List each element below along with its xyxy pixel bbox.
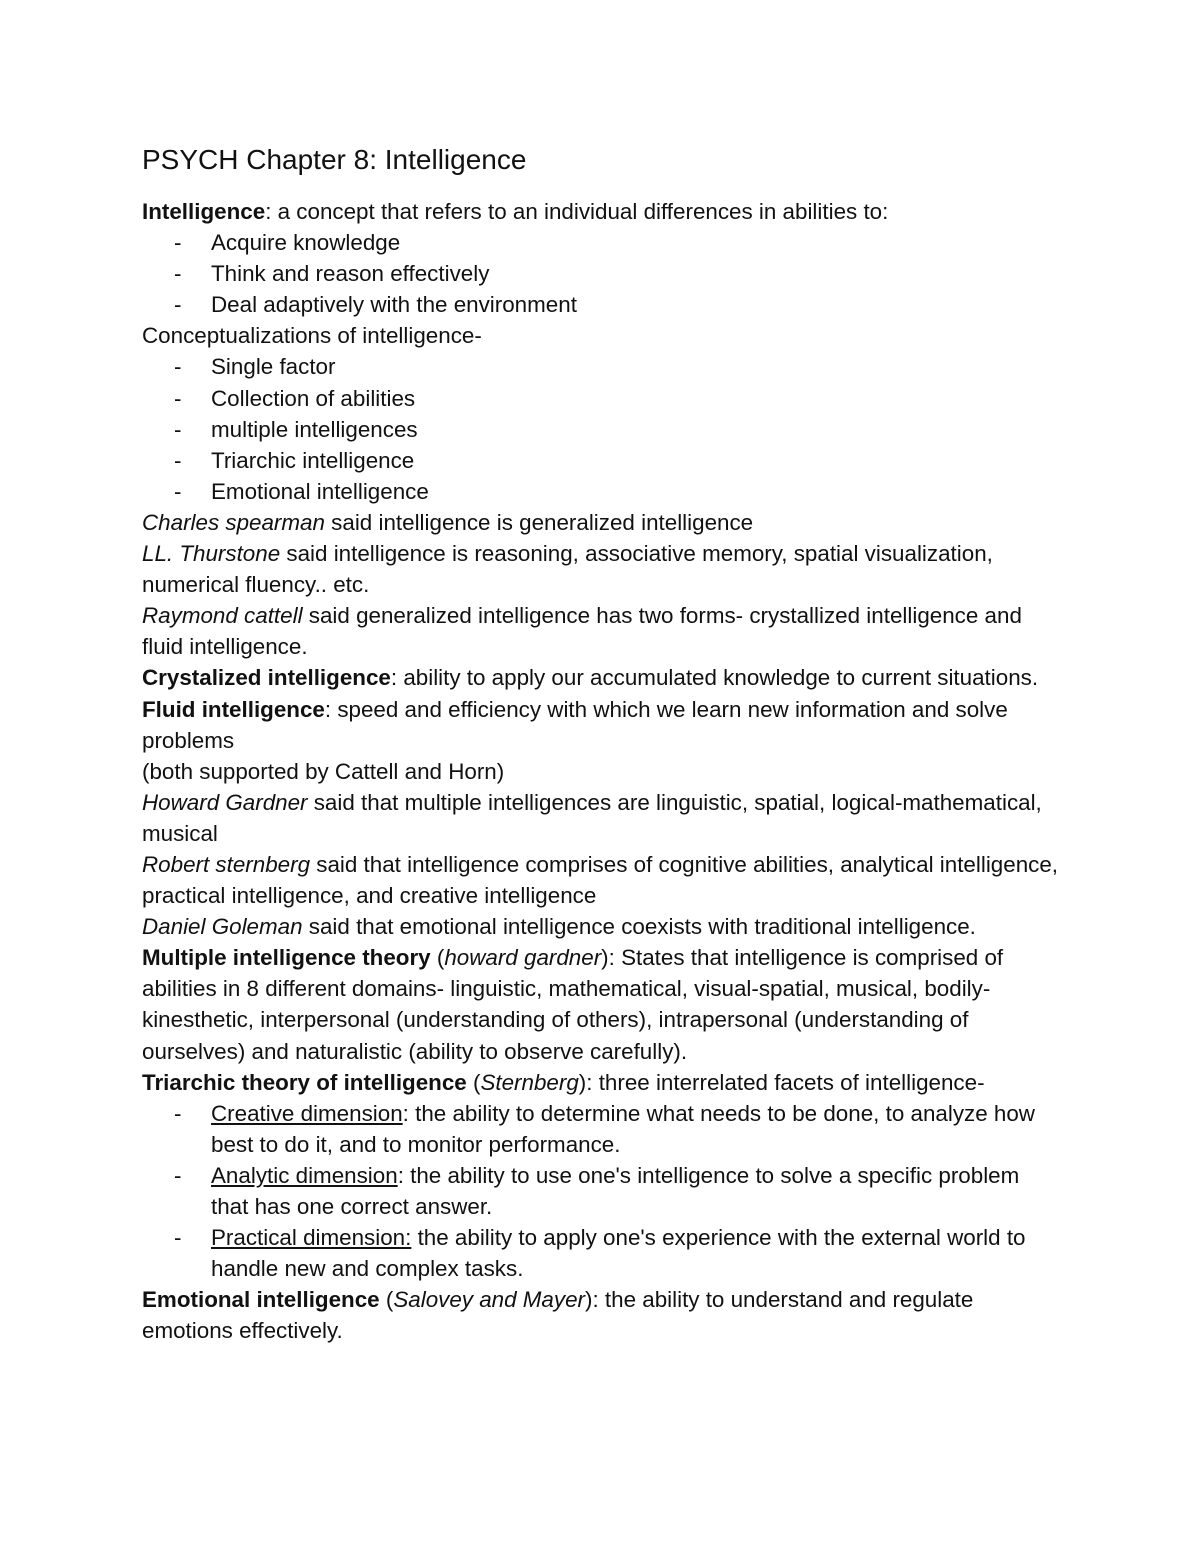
conceptualizations-list (142, 351, 1062, 506)
document-body (142, 140, 1062, 1346)
list-item: - Deal adaptively with the environment (142, 289, 1062, 320)
crystalized-definition: Crystalized intelligence: ability to apply our accumulated knowledge to current situations. (142, 665, 1039, 691)
term-intelligence: Intelligence (142, 199, 266, 224)
list-dash: - (174, 447, 182, 473)
sternberg-note: Robert sternberg said that intelligence comprises of cognitive abilities, analytical intelligence, practical intelligence, and creative intelligence (142, 851, 1059, 909)
list-item: - Emotional intelligence (142, 476, 1062, 507)
list-dash: - (174, 1162, 182, 1188)
list-dash: - (174, 230, 182, 256)
list-item: - Collection of abilities (142, 383, 1062, 414)
list-item: - Practical dimension: the ability to apply one's experience with the external world to handle new and complex tasks. (142, 1222, 1062, 1284)
list-dash: - (174, 385, 182, 411)
cattell-note: Raymond cattell said generalized intelligence has two forms- crystallized intelligence and fluid intelligence. (142, 603, 1022, 660)
supported-note: (both supported by Cattell and Horn) (142, 758, 505, 784)
multiple-intelligence-definition: Multiple intelligence theory (howard gardner): States that intelligence is comprised of abilities in 8 different domains- linguistic, mathematical, visual-spatial, musical, bodily-kinesthetic, interpersonal (understanding of others), intrapersonal (understanding of ourselves) and naturalistic (ability to observe carefully). (142, 945, 1004, 1064)
emotional-intelligence-definition: Emotional intelligence (Salovey and Mayer): the ability to understand and regulate emotions effectively. (142, 1287, 974, 1344)
list-item: - Single factor (142, 351, 1062, 382)
list-item: - Analytic dimension: the ability to use one's intelligence to solve a specific problem that has one correct answer. (142, 1160, 1062, 1222)
list-item: - Think and reason effectively (142, 258, 1062, 289)
list-dash: - (174, 261, 182, 287)
triarchic-dimensions-list (142, 1098, 1062, 1285)
fluid-definition: Fluid intelligence: speed and efficiency with which we learn new information and solve problems (142, 696, 1008, 753)
spearman-note: Charles spearman said intelligence is generalized intelligence (142, 509, 754, 535)
list-item: - Triarchic intelligence (142, 445, 1062, 476)
list-dash: - (174, 354, 182, 380)
page-title: PSYCH Chapter 8: Intelligence (142, 144, 527, 175)
list-dash: - (174, 1225, 182, 1251)
gardner-note: Howard Gardner said that multiple intelligences are linguistic, spatial, logical-mathematical, musical (142, 789, 1042, 846)
thurstone-note: LL. Thurstone said intelligence is reasoning, associative memory, spatial visualization, numerical fluency.. etc. (142, 541, 993, 598)
intelligence-definition: Intelligence: a concept that refers to an individual differences in abilities to: (142, 199, 889, 224)
list-item: - Creative dimension: the ability to determine what needs to be done, to analyze how best to do it, and to monitor performance. (142, 1098, 1062, 1160)
list-item: - Acquire knowledge (142, 227, 1062, 258)
list-dash: - (174, 478, 182, 504)
list-dash: - (174, 292, 182, 318)
triarchic-definition: Triarchic theory of intelligence (Sternberg): three interrelated facets of intelligence- (142, 1069, 985, 1095)
list-item: - multiple intelligences (142, 414, 1062, 445)
intelligence-abilities-list (142, 227, 1062, 320)
conceptualizations-heading: Conceptualizations of intelligence- (142, 323, 482, 349)
list-dash: - (174, 1100, 182, 1126)
goleman-note: Daniel Goleman said that emotional intelligence coexists with traditional intelligence. (142, 914, 976, 940)
list-dash: - (174, 416, 182, 442)
